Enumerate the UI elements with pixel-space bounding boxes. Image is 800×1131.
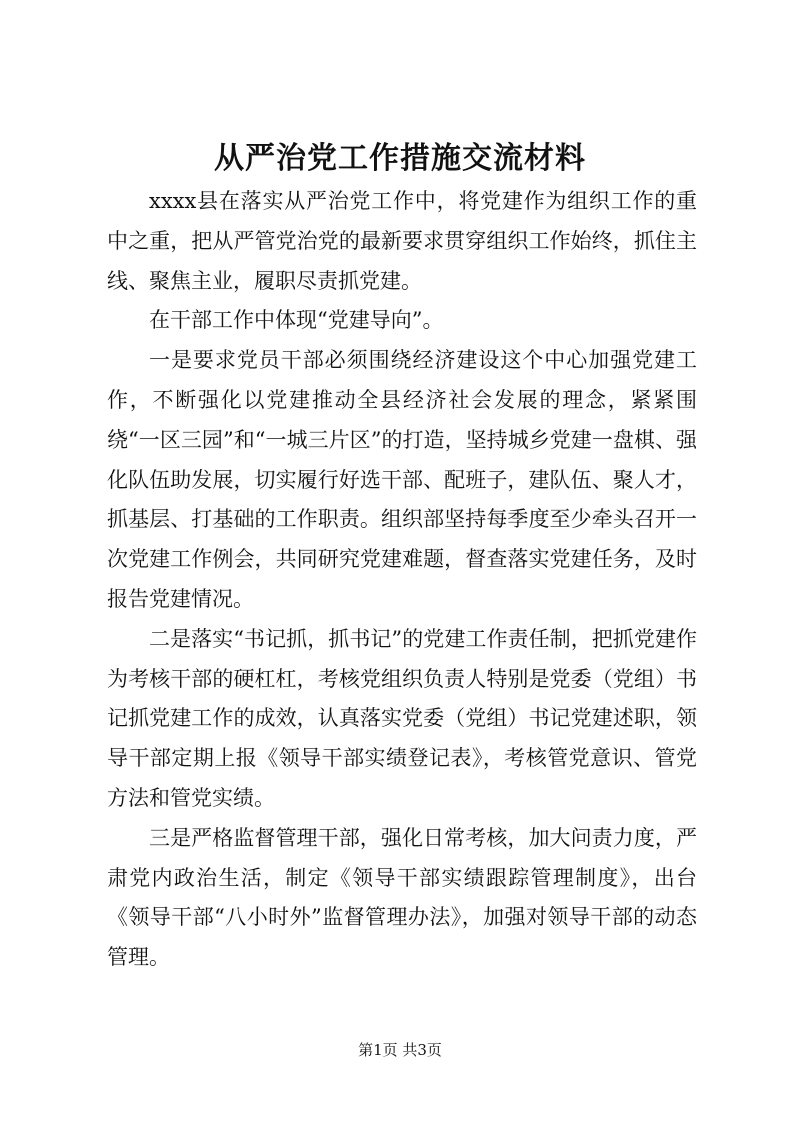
paragraph-point-2: 二是落实“书记抓，抓书记”的党建工作责任制，把抓党建作为考核干部的硬杠杠，考核党组织负责人特别是党委（党组）书记抓党建工作的成效，认真落实党委（党组）书记党建述职，领导干部定期上报《领导干部实绩登记表》，考核管党意识、管党方法和管党实绩。 <box>107 626 697 810</box>
paragraph-point-1: 一是要求党员干部必须围绕经济建设这个中心加强党建工作，不断强化以党建推动全县经济社会发展的理念，紧紧围绕“一区三园”和“一城三片区”的打造，坚持城乡党建一盘棋、强化队伍助发展，切实履行好选干部、配班子，建队伍、聚人才，抓基层、打基础的工作职责。组织部坚持每季度至少牵头召开一次党建工作例会，共同研究党建难题，督查落实党建任务，及时报告党建情况。 <box>107 348 697 611</box>
paragraph-intro: xxxx县在落实从严治党工作中，将党建作为组织工作的重中之重，把从严管党治党的最新要求贯穿组织工作始终，抓住主线、聚焦主业，履职尽责抓党建。 <box>107 189 697 293</box>
paragraph-heading: 在干部工作中体现“党建导向”。 <box>149 308 444 333</box>
page-number: 第1页 共3页 <box>358 1041 442 1059</box>
document-title: 从严治党工作措施交流材料 <box>214 141 586 176</box>
document-body <box>107 182 697 978</box>
paragraph-point-3: 三是严格监督管理干部，强化日常考核，加大问责力度，严肃党内政治生活，制定《领导干部实绩跟踪管理制度》，出台《领导干部“八小时外”监督管理办法》，加强对领导干部的动态管理。 <box>107 825 697 970</box>
